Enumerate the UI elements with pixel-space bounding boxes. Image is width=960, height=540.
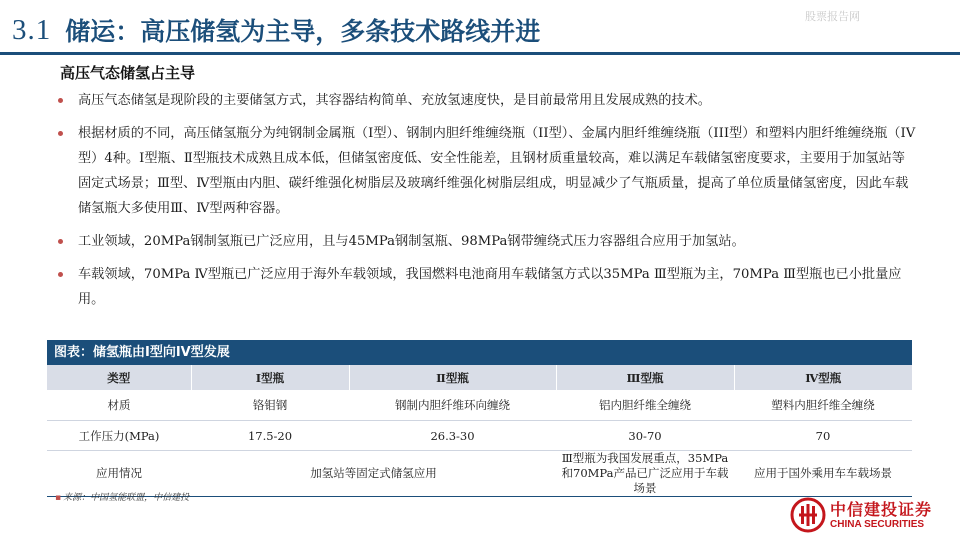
- row-label: 工作压力(MPa): [47, 421, 191, 451]
- bullet-dot-icon: [58, 131, 63, 136]
- bullet-text: 根据材质的不同，高压储氢瓶分为纯钢制金属瓶（I型）、钢制内胆纤维缠绕瓶（II型）、金属内胆纤维缠绕瓶（III型）和塑料内胆纤维缠绕瓶（IV型）4种。I型瓶、Ⅱ型瓶技术成熟且成本低，但储氢密度低、安全性能差，且钢材质重量较高，难以满足车载储氢密度要求，主要用于加氢站等固定式场景；Ⅲ型、Ⅳ型瓶由内胆、碳纤维强化树脂层及玻璃纤维强化树脂层组成，明显减少了气瓶质量，提高了单位质量储氢密度，因此车载储氢瓶大多使用Ⅲ、Ⅳ型两种容器。: [78, 126, 916, 216]
- bullet-dot-icon: [58, 239, 63, 244]
- row-label: 材质: [47, 390, 191, 421]
- bullet-text: 工业领域，20MPa钢制氢瓶已广泛应用，且与45MPa钢制氢瓶、98MPa钢带缠绕式压力容器组合应用于加氢站。: [78, 234, 745, 249]
- header-type-i: I型瓶: [191, 365, 349, 390]
- source-note: [55, 490, 189, 503]
- header-type-iii: Ⅲ型瓶: [556, 365, 734, 390]
- header-type-ii: Ⅱ型瓶: [349, 365, 556, 390]
- table-cell: 70: [734, 421, 912, 451]
- header-type-iv: Ⅳ型瓶: [734, 365, 912, 390]
- table-row: [47, 390, 912, 421]
- row-label: 应用情况: [47, 451, 191, 497]
- logo-emblem-icon: [790, 497, 826, 533]
- table-cell: 铝内胆纤维全缠绕: [556, 390, 734, 421]
- table-cell: 塑料内胆纤维全缠绕: [734, 390, 912, 421]
- header-type: 类型: [47, 365, 191, 390]
- hydrogen-cylinder-table: [47, 365, 912, 497]
- table-cell: 26.3-30: [349, 421, 556, 451]
- bullet-text: 高压气态储氢是现阶段的主要储氢方式，其容器结构简单、充放氢速度快，是目前最常用且发展成熟的技术。: [78, 93, 711, 108]
- table-cell: 加氢站等固定式储氢应用: [191, 451, 556, 497]
- table-cell: 钢制内胆纤维环向缠绕: [349, 390, 556, 421]
- table-caption: 图表：储氢瓶由I型向IV型发展: [47, 340, 912, 365]
- bullet-item: [58, 88, 918, 113]
- table-row: [47, 421, 912, 451]
- title-divider: [0, 52, 960, 55]
- bullet-item: [58, 121, 918, 221]
- section-number: 3.1: [12, 13, 52, 46]
- bullet-item: [58, 262, 918, 312]
- watermark: 股票报告网: [805, 10, 860, 23]
- table-cell: Ⅲ型瓶为我国发展重点，35MPa和70MPa产品已广泛应用于车载场景: [556, 451, 734, 497]
- bullet-text: 车载领域，70MPa Ⅳ型瓶已广泛应用于海外车载领域，我国燃料电池商用车载储氢方式以35MPa Ⅲ型瓶为主，70MPa Ⅲ型瓶也已小批量应用。: [78, 267, 902, 307]
- slide-title-text: 储运：高压储氢为主导，多条技术路线并进: [65, 17, 541, 46]
- logo-name-en: CHINA SECURITIES: [830, 518, 925, 530]
- source-text: 来源：中国氢能联盟，中信建投: [63, 493, 190, 503]
- figure-table: [47, 340, 912, 497]
- table-cell: 铬钼钢: [191, 390, 349, 421]
- section-subheading: 高压气态储氢占主导: [60, 64, 196, 82]
- logo-names: [830, 500, 932, 531]
- bullet-item: [58, 229, 918, 254]
- bullet-dot-icon: [58, 272, 63, 277]
- logo-name-cn: 中信建投证券: [830, 499, 933, 519]
- bullet-dot-icon: [58, 98, 63, 103]
- table-header-row: [47, 365, 912, 390]
- source-marker-icon: ▪: [55, 493, 62, 503]
- table-cell: 应用于国外乘用车车载场景: [734, 451, 912, 497]
- company-logo: [790, 495, 932, 535]
- bullet-list: [58, 88, 918, 320]
- table-cell: 30-70: [556, 421, 734, 451]
- table-cell: 17.5-20: [191, 421, 349, 451]
- slide-title: [12, 10, 540, 50]
